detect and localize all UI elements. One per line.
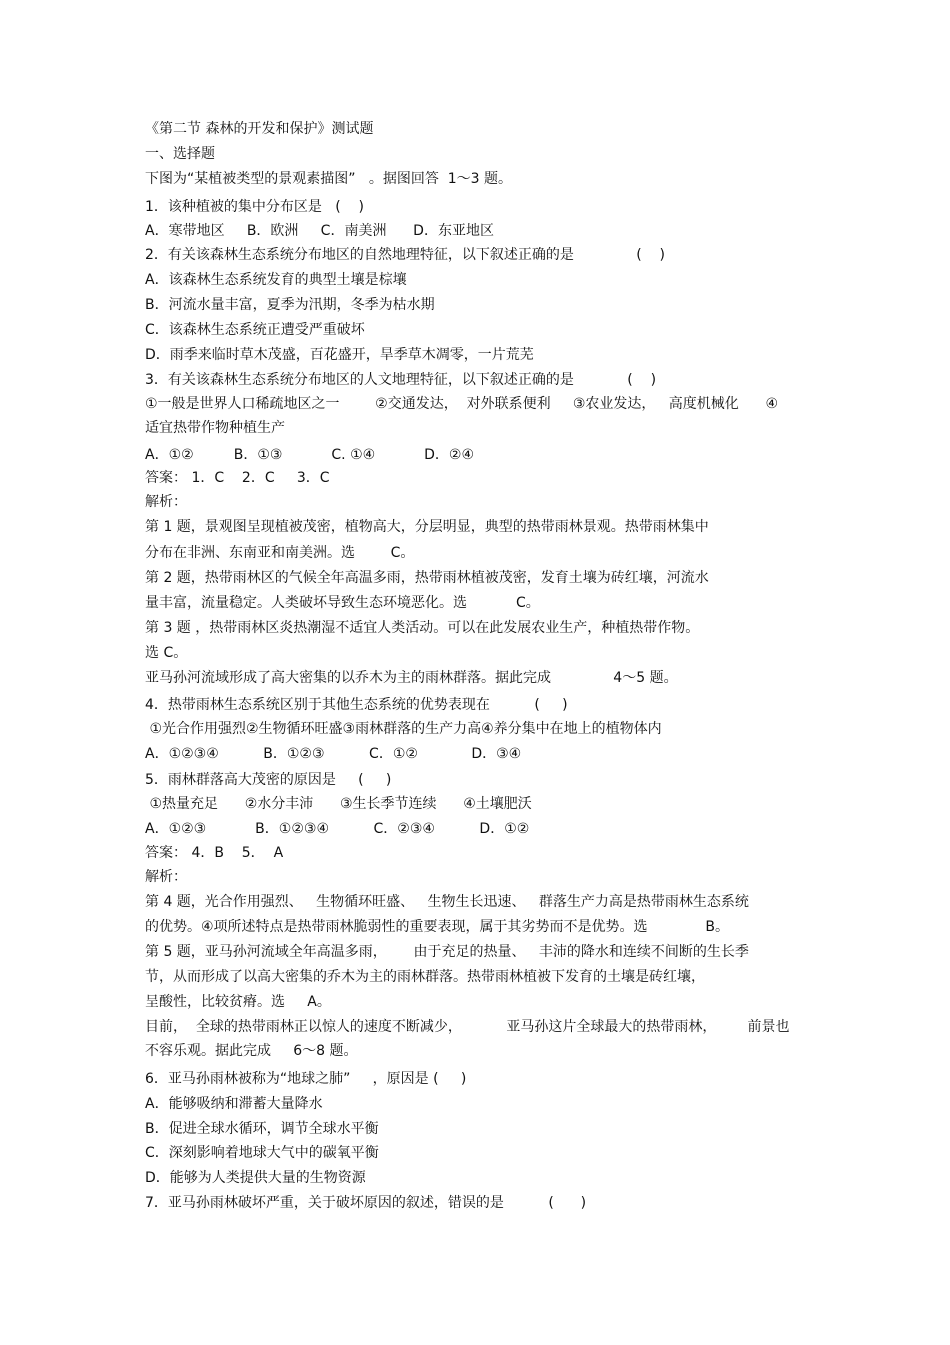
text-line: 解析： [145,494,187,510]
text-line: A．该森林生态系统发育的典型土壤是棕壤 [145,272,407,288]
text-line: 节，从而形成了以高大密集的乔木为主的雨林群落。热带雨林植被下发育的土壤是砖红壤， [145,969,705,985]
text-line: 6．亚马孙雨林被称为“地球之肺” ，原因是 ( ) [145,1071,467,1087]
text-line: 第 2 题，热带雨林区的气候全年高温多雨，热带雨林植被茂密，发育土壤为砖红壤，河流水 [145,570,709,586]
text-line: ①一般是世界人口稀疏地区之一 ②交通发达， 对外联系便利 ③农业发达， 高度机械化 ④ [145,396,779,412]
text-line: C．该森林生态系统正遭受严重破坏 [145,322,365,338]
text-line: 2．有关该森林生态系统分布地区的自然地理特征，以下叙述正确的是 ( ) [145,247,665,263]
text-line: A．①② B．①③ C. ①④ D．②④ [145,447,474,463]
text-line: 下图为“某植被类型的景观素描图” 。据图回答 1～3 题。 [145,171,513,187]
text-line: 第 3 题 ，热带雨林区炎热潮湿不适宜人类活动。可以在此发展农业生产，种植热带作物。 [145,620,700,636]
text-line: ①光合作用强烈②生物循环旺盛③雨林群落的生产力高④养分集中在地上的植物体内 [145,721,662,737]
text-line: B．促进全球水循环，调节全球水平衡 [145,1121,379,1137]
page-title: 《第二节 森林的开发和保护》测试题 [145,121,374,137]
text-line: 7．亚马孙雨林破坏严重，关于破坏原因的叙述，错误的是 ( ) [145,1195,587,1211]
text-line: 第 5 题，亚马孙河流域全年高温多雨， 由于充足的热量、 丰沛的降水和连续不间断的生长季 [145,944,749,960]
text-line: 适宜热带作物种植生产 [145,420,285,436]
text-line: 量丰富，流量稳定。人类破坏导致生态环境恶化。选 C。 [145,595,540,611]
text-line: 呈酸性，比较贫瘠。选 A。 [145,994,331,1010]
text-line: 1．该种植被的集中分布区是 ( ) [145,199,364,215]
text-line: D．雨季来临时草木茂盛，百花盛开，旱季草木凋零，一片荒芜 [145,347,534,363]
text-line: 一、选择题 [145,146,215,162]
text-line: 分布在非洲、东南亚和南美洲。选 C。 [145,545,415,561]
text-line: 目前， 全球的热带雨林正以惊人的速度不断减少， 亚马孙这片全球最大的热带雨林， 前景也 [145,1019,790,1035]
text-line: 亚马孙河流域形成了高大密集的以乔木为主的雨林群落。据此完成 4～5 题。 [145,670,678,686]
text-line: 第 4 题，光合作用强烈、 生物循环旺盛、 生物生长迅速、 群落生产力高是热带雨林生态系统 [145,894,749,910]
text-line: 第 1 题，景观图呈现植被茂密，植物高大，分层明显，典型的热带雨林景观。热带雨林集中 [145,519,709,535]
text-line: A．①②③④ B．①②③ C．①② D．③④ [145,746,522,762]
text-line: A．寒带地区 B．欧洲 C．南美洲 D．东亚地区 [145,223,494,239]
text-line: 的优势。④项所述特点是热带雨林脆弱性的重要表现，属于其劣势而不是优势。选 B。 [145,919,730,935]
text-line: 解析： [145,869,187,885]
text-line: D．能够为人类提供大量的生物资源 [145,1170,366,1186]
text-line: A．能够吸纳和滞蓄大量降水 [145,1096,323,1112]
text-line: 3．有关该森林生态系统分布地区的人文地理特征，以下叙述正确的是 ( ) [145,372,657,388]
text-line: 不容乐观。据此完成 6～8 题。 [145,1043,358,1059]
text-line: 答案： 4．B 5． A [145,845,284,861]
text-line: 选 C。 [145,645,188,661]
text-line: A．①②③ B．①②③④ C．②③④ D．①② [145,821,530,837]
text-line: B．河流水量丰富，夏季为汛期，冬季为枯水期 [145,297,435,313]
text-line: 5．雨林群落高大茂密的原因是 ( ) [145,772,392,788]
text-line: C．深刻影响着地球大气中的碳氧平衡 [145,1145,379,1161]
text-line: 4．热带雨林生态系统区别于其他生态系统的优势表现在 ( ) [145,697,568,713]
text-line: 答案： 1．C 2．C 3．C [145,470,330,486]
text-line: ①热量充足 ②水分丰沛 ③生长季节连续 ④土壤肥沃 [145,796,532,812]
